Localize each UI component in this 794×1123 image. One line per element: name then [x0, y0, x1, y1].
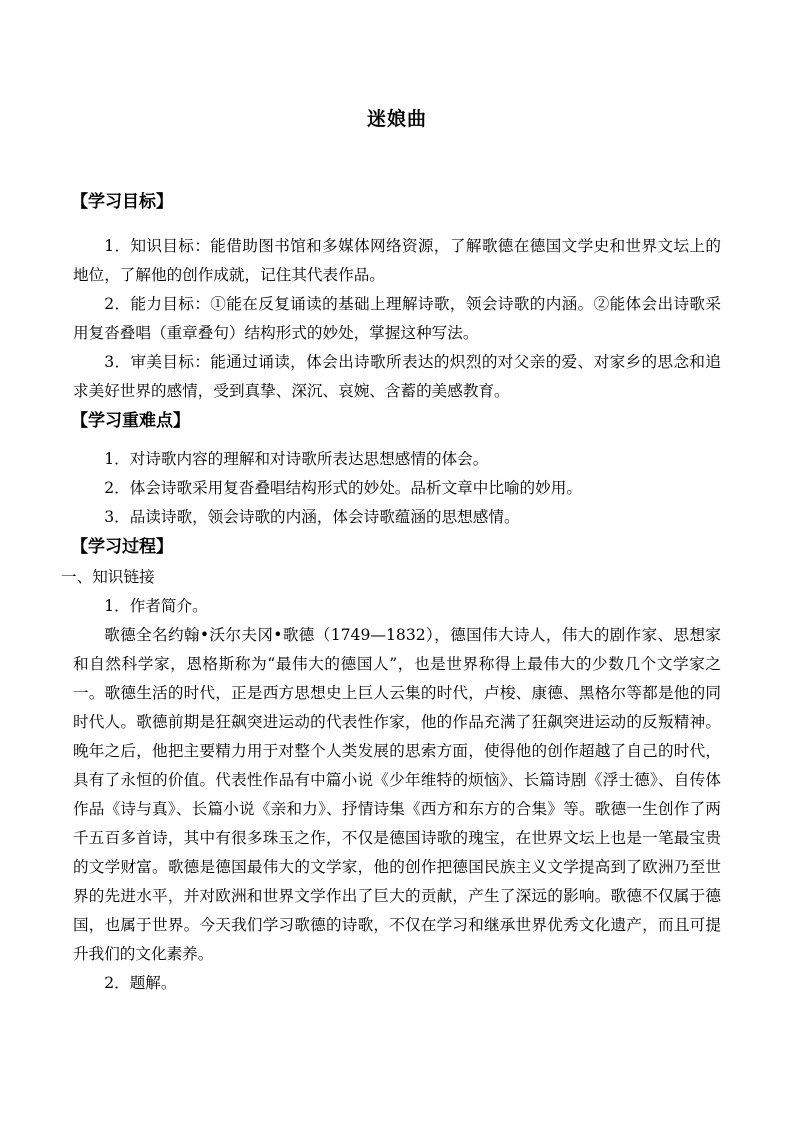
section-heading-key-points: 【学习重难点】	[71, 411, 190, 431]
title-explanation-label: 2．题解。	[104, 974, 177, 992]
key-point-item: 1．对诗歌内容的理解和对诗歌所表达思想感情的体会。	[104, 450, 489, 468]
author-intro-label: 1．作者简介。	[104, 597, 208, 615]
key-point-item: 2．体会诗歌采用复沓叠唱结构形式的妙处。品析文章中比喻的妙用。	[104, 479, 582, 497]
page-title: 迷娘曲	[366, 108, 427, 130]
section-heading-process: 【学习过程】	[71, 537, 173, 557]
document-body	[61, 187, 721, 998]
key-point-item: 3．品读诗歌，领会诗歌的内涵，体会诗歌蕴涵的思想感情。	[104, 508, 520, 526]
goal-item-aesthetic: 3．审美目标：能通过诵读，体会出诗歌所表达的炽烈的对父亲的爱、对家乡的思念和追求美好世界的感情，受到真挚、深沉、哀婉、含蓄的美感教育。	[73, 353, 721, 400]
section-heading-goals: 【学习目标】	[71, 192, 173, 212]
goal-item-knowledge: 1．知识目标：能借助图书馆和多媒体网络资源，了解歌德在德国文学史和世界文坛上的地位，了解他的创作成就，记住其代表作品。	[73, 237, 721, 284]
subsection-knowledge-link: 一、知识链接	[61, 568, 155, 586]
goal-item-ability: 2．能力目标：①能在反复诵读的基础上理解诗歌，领会诗歌的内涵。②能体会出诗歌采用复沓叠唱（重章叠句）结构形式的妙处，掌握这种写法。	[73, 295, 721, 342]
author-biography: 歌德全名约翰•沃尔夫冈•歌德（1749—1832），德国伟大诗人，伟大的剧作家、思想家和自然科学家，恩格斯称为“最伟大的德国人”，也是世界称得上最伟大的少数几个文学家之一。歌德生活的时代，正是西方思想史上巨人云集的时代，卢梭、康德、黑格尔等都是他的同时代人。歌德前期是狂飙突进运动的代表性作家，他的作品充满了狂飙突进运动的反叛精神。晚年之后，他把主要精力用于对整个人类发展的思索方面，使得他的创作超越了自己的时代，具有了永恒的价值。代表性作品有中篇小说《少年维特的烦恼》、长篇诗剧《浮士德》、自传体作品《诗与真》、长篇小说《亲和力》、抒情诗集《西方和东方的合集》等。歌德一生创作了两千五百多首诗，其中有很多珠玉之作，不仅是德国诗歌的瑰宝，在世界文坛上也是一笔最宝贵的文学财富。歌德是德国最伟大的文学家，他的创作把德国民族主义文学提高到了欧洲乃至世界的先进水平，并对欧洲和世界文学作出了巨大的贡献，产生了深远的影响。歌德不仅属于德国，也属于世界。今天我们学习歌德的诗歌，不仅在学习和继承世界优秀文化遗产，而且可提升我们的文化素养。	[73, 626, 721, 963]
